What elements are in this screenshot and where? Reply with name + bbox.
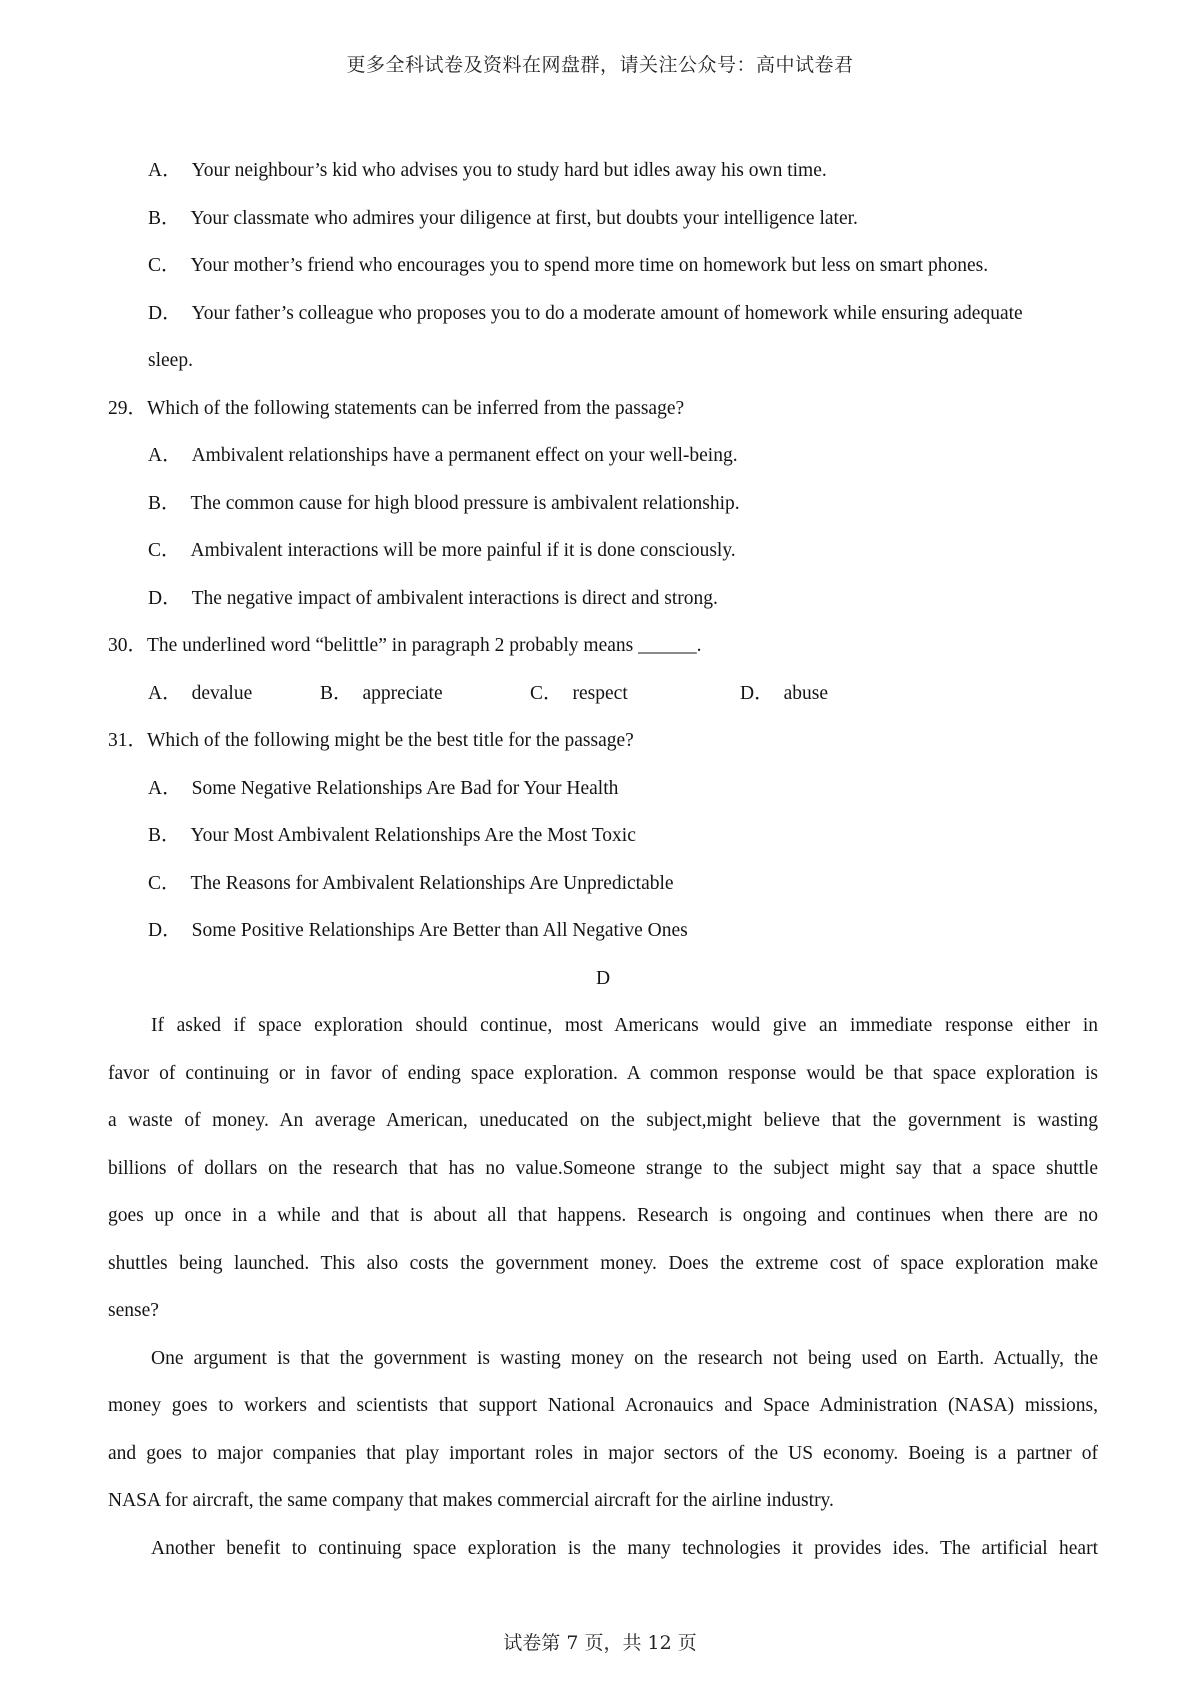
passage-line: sense? bbox=[108, 1300, 159, 1321]
q30-option-c bbox=[530, 670, 740, 718]
option-text: Ambivalent relationships have a permanent effect on your well-being. bbox=[191, 445, 738, 466]
option-label: D． bbox=[148, 302, 182, 324]
q30-stem: 30．The underlined word “belittle” in paragraph 2 probably means ______. bbox=[108, 635, 702, 656]
q30-option-b bbox=[320, 670, 530, 718]
q28-option-b bbox=[108, 195, 1098, 243]
q30-options-row bbox=[108, 670, 1098, 718]
passage-line: favor of continuing or in favor of ending space exploration. A common response would be that space exploration is bbox=[108, 1062, 1098, 1084]
q29-stem: 29．Which of the following statements can be inferred from the passage? bbox=[108, 397, 685, 419]
q31-stem: 31．Which of the following might be the best title for the passage? bbox=[108, 730, 634, 751]
option-text: The negative impact of ambivalent interactions is direct and strong. bbox=[191, 587, 718, 609]
option-text: Your Most Ambivalent Relationships Are the Most Toxic bbox=[190, 825, 636, 846]
option-label: A． bbox=[148, 777, 182, 799]
option-text: Ambivalent interactions will be more painful if it is done consciously. bbox=[190, 540, 736, 561]
option-label: B． bbox=[148, 207, 181, 229]
option-label: D． bbox=[148, 587, 182, 609]
page-header-banner: 更多全科试卷及资料在网盘群，请关注公众号：高中试卷君 bbox=[346, 54, 854, 76]
option-label: A． bbox=[148, 682, 182, 704]
option-text: The common cause for high blood pressure is ambivalent relationship. bbox=[190, 492, 740, 514]
passage-line: If asked if space exploration should continue, most Americans would give an immediate response either in bbox=[151, 1015, 1098, 1036]
option-label: B． bbox=[148, 825, 181, 846]
passage-paragraph-3 bbox=[108, 1525, 1098, 1573]
section-title: D bbox=[595, 967, 611, 989]
option-text: devalue bbox=[191, 682, 253, 704]
q30-option-d bbox=[740, 670, 828, 718]
option-label: D． bbox=[740, 682, 774, 704]
q31-option-d bbox=[108, 907, 1098, 955]
option-label: B． bbox=[320, 682, 353, 704]
passage-line: One argument is that the government is wasting money on the research not being used on Earth. Actually, the bbox=[151, 1347, 1098, 1369]
q28-option-c bbox=[108, 242, 1098, 290]
q28-option-a bbox=[108, 147, 1098, 195]
option-text: The Reasons for Ambivalent Relationships Are Unpredictable bbox=[190, 872, 674, 894]
q28-option-d-continuation: sleep. bbox=[148, 350, 193, 371]
option-text: Some Negative Relationships Are Bad for Your Health bbox=[191, 777, 619, 799]
option-label: A． bbox=[148, 160, 182, 181]
option-text: abuse bbox=[783, 682, 828, 704]
passage-line: money goes to workers and scientists that support National Acronauics and Space Administration (NASA) missions, bbox=[108, 1395, 1098, 1416]
passage-paragraph-2 bbox=[108, 1335, 1098, 1525]
option-text: respect bbox=[572, 682, 628, 704]
option-label: D． bbox=[148, 920, 182, 941]
q31-option-a bbox=[108, 765, 1098, 813]
page-footer: 试卷第 7 页，共 12 页 bbox=[503, 1632, 697, 1654]
option-text: Some Positive Relationships Are Better than All Negative Ones bbox=[191, 920, 688, 941]
option-text: appreciate bbox=[362, 682, 443, 704]
option-text: Your mother’s friend who encourages you to spend more time on homework but less on smart phones. bbox=[190, 255, 989, 276]
option-text: Your neighbour’s kid who advises you to study hard but idles away his own time. bbox=[191, 160, 827, 181]
q29-option-d bbox=[108, 575, 1098, 623]
passage-line: NASA for aircraft, the same company that makes commercial aircraft for the airline industry. bbox=[108, 1490, 834, 1511]
passage-line: goes up once in a while and that is about all that happens. Research is ongoing and continues when there are no bbox=[108, 1205, 1098, 1226]
exam-content bbox=[108, 147, 1098, 1572]
q31-option-b bbox=[108, 812, 1098, 860]
passage-line: a waste of money. An average American, uneducated on the subject,might believe that the government is wasting bbox=[108, 1110, 1098, 1131]
option-label: B． bbox=[148, 492, 181, 514]
passage-paragraph-1 bbox=[108, 1002, 1098, 1335]
option-text: Your classmate who admires your diligence at first, but doubts your intelligence later. bbox=[190, 207, 858, 229]
q29-option-b bbox=[108, 480, 1098, 528]
option-text: Your father’s colleague who proposes you to do a moderate amount of homework while ensuring adequate bbox=[191, 302, 1023, 324]
option-label: C． bbox=[148, 255, 181, 276]
option-label: C． bbox=[530, 682, 563, 704]
q28-option-d bbox=[108, 290, 1098, 338]
q29-option-a bbox=[108, 432, 1098, 480]
option-label: C． bbox=[148, 540, 181, 561]
option-label: C． bbox=[148, 872, 181, 894]
passage-line: Another benefit to continuing space exploration is the many technologies it provides ides. The artificial heart bbox=[151, 1537, 1098, 1559]
q31-option-c bbox=[108, 860, 1098, 908]
passage-line: and goes to major companies that play important roles in major sectors of the US economy. Boeing is a partner of bbox=[108, 1442, 1098, 1464]
q29-option-c bbox=[108, 527, 1098, 575]
option-label: A． bbox=[148, 445, 182, 466]
passage-line: shuttles being launched. This also costs the government money. Does the extreme cost of space exploration make bbox=[108, 1252, 1098, 1274]
passage-line: billions of dollars on the research that has no value.Someone strange to the subject might say that a space shuttle bbox=[108, 1157, 1098, 1179]
q30-option-a bbox=[148, 670, 320, 718]
